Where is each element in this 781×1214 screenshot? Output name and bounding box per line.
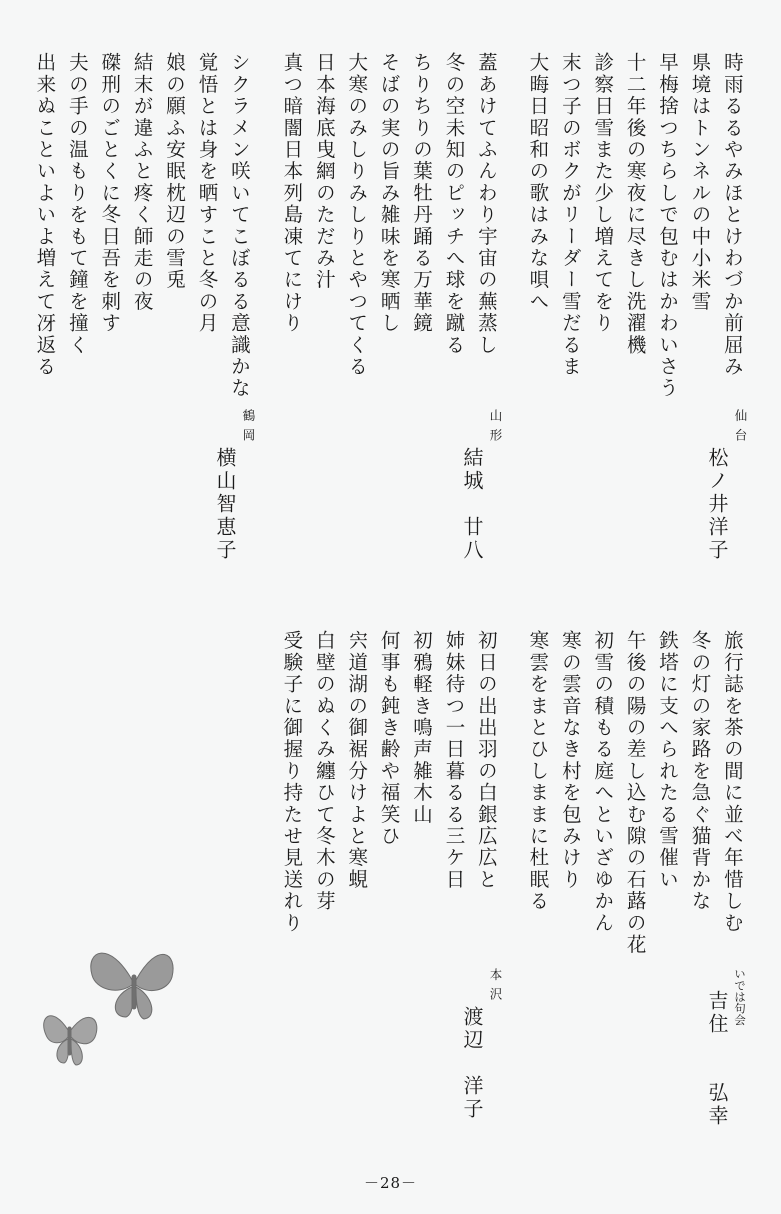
haiku-line: 大寒のみしりみしりとやつてくる <box>345 52 369 378</box>
haiku-line: 真つ暗闇日本列島凍てにけり <box>280 52 304 335</box>
author-name: 渡辺 洋子 <box>460 1006 484 1121</box>
haiku-line: 出来ぬこといよいよ増えて冴返る <box>33 52 57 378</box>
haiku-line: 冬の灯の家路を急ぐ猫背かな <box>688 630 712 913</box>
haiku-line: 受験子に御握り持たせ見送れり <box>280 630 304 934</box>
author-name: 松ノ井洋子 <box>705 447 729 562</box>
haiku-line: 初雪の積もる庭へといざゆかん <box>591 630 615 934</box>
author-name: 吉住 弘幸 <box>705 990 729 1128</box>
poem-column-group-watanabe <box>275 630 502 934</box>
butterfly-large-icon <box>91 953 173 1019</box>
author-yuki <box>458 409 503 562</box>
poem-column-group-yokoyama <box>28 52 255 399</box>
haiku-line: 冬の空未知のピッチへ球を蹴る <box>442 52 466 356</box>
haiku-line: ちりちりの葉牡丹踊る万華鏡 <box>410 52 434 335</box>
author-place: 本沢 <box>488 968 503 1007</box>
haiku-line: 旅行誌を茶の間に並べ年惜しむ <box>720 630 744 934</box>
haiku-line: 早梅捨つちらしで包むはかわいさう <box>656 52 680 400</box>
haiku-line: 寒の雲音なき村を包みけり <box>558 630 582 891</box>
haiku-line: 初鴉軽き鳴声雑木山 <box>410 630 434 826</box>
author-matsunoi <box>703 409 748 562</box>
haiku-line: 蓋あけてふんわり宇宙の蕪蒸し <box>474 52 498 356</box>
haiku-line: 時雨るるやみほとけわづか前屈み <box>720 52 744 378</box>
haiku-line: 日本海底曳網のただみ汁 <box>312 52 336 291</box>
poem-column-group-yoshizumi <box>521 630 748 956</box>
poem-column-group-matsunoi <box>521 52 748 399</box>
haiku-line: シクラメン咲いてこぼるる意識かな <box>227 52 251 400</box>
haiku-line: 宍道湖の御裾分けよと寒蜆 <box>345 630 369 891</box>
haiku-line: 白壁のぬくみ纏ひて冬木の芽 <box>312 630 336 913</box>
haiku-line: 末つ子のボクがリーダー雪だるま <box>558 52 582 378</box>
haiku-line: 十二年後の寒夜に尽きし洗濯機 <box>623 52 647 356</box>
author-place: 仙台 <box>733 409 748 448</box>
author-name: 結城 廿八 <box>460 447 484 562</box>
haiku-line: そばの実の旨み雑味を寒晒し <box>377 52 401 335</box>
haiku-line: 大晦日昭和の歌はみな唄へ <box>526 52 550 313</box>
author-place: 山形 <box>488 409 503 448</box>
haiku-line: 娘の願ふ安眠枕辺の雪兎 <box>163 52 187 291</box>
haiku-line: 磔刑のごとくに冬日吾を刺す <box>98 52 122 335</box>
haiku-line: 何事も鈍き齢や福笑ひ <box>377 630 401 847</box>
haiku-line: 寒雲をまとひしままに杜眠る <box>526 630 550 913</box>
haiku-line: 初日の出出羽の白銀広広と <box>474 630 498 891</box>
author-yokoyama <box>211 409 256 562</box>
haiku-line: 夫の手の温もりをもて鐘を撞く <box>65 52 89 356</box>
author-place: いでは句会 <box>733 968 747 1026</box>
haiku-line: 覚悟とは身を晒すこと冬の月 <box>195 52 219 335</box>
page-number: －28－ <box>363 1174 418 1192</box>
author-name: 横山智恵子 <box>213 447 237 562</box>
butterflies-illustration <box>40 945 180 1085</box>
haiku-line: 県境はトンネルの中小米雪 <box>688 52 712 313</box>
author-yoshizumi <box>703 968 748 1128</box>
poem-column-group-yuki <box>275 52 502 378</box>
haiku-line: 結末が違ふと疼く師走の夜 <box>130 52 154 313</box>
haiku-line: 午後の陽の差し込む隙の石蕗の花 <box>623 630 647 956</box>
author-place: 鶴岡 <box>241 409 256 448</box>
butterfly-small-icon <box>44 1016 97 1065</box>
haiku-line: 鉄塔に支へられたる雪催い <box>656 630 680 891</box>
haiku-line: 診察日雪また少し増えてをり <box>591 52 615 335</box>
author-watanabe <box>458 968 503 1121</box>
haiku-line: 姉妹待つ一日暮るる三ケ日 <box>442 630 466 891</box>
